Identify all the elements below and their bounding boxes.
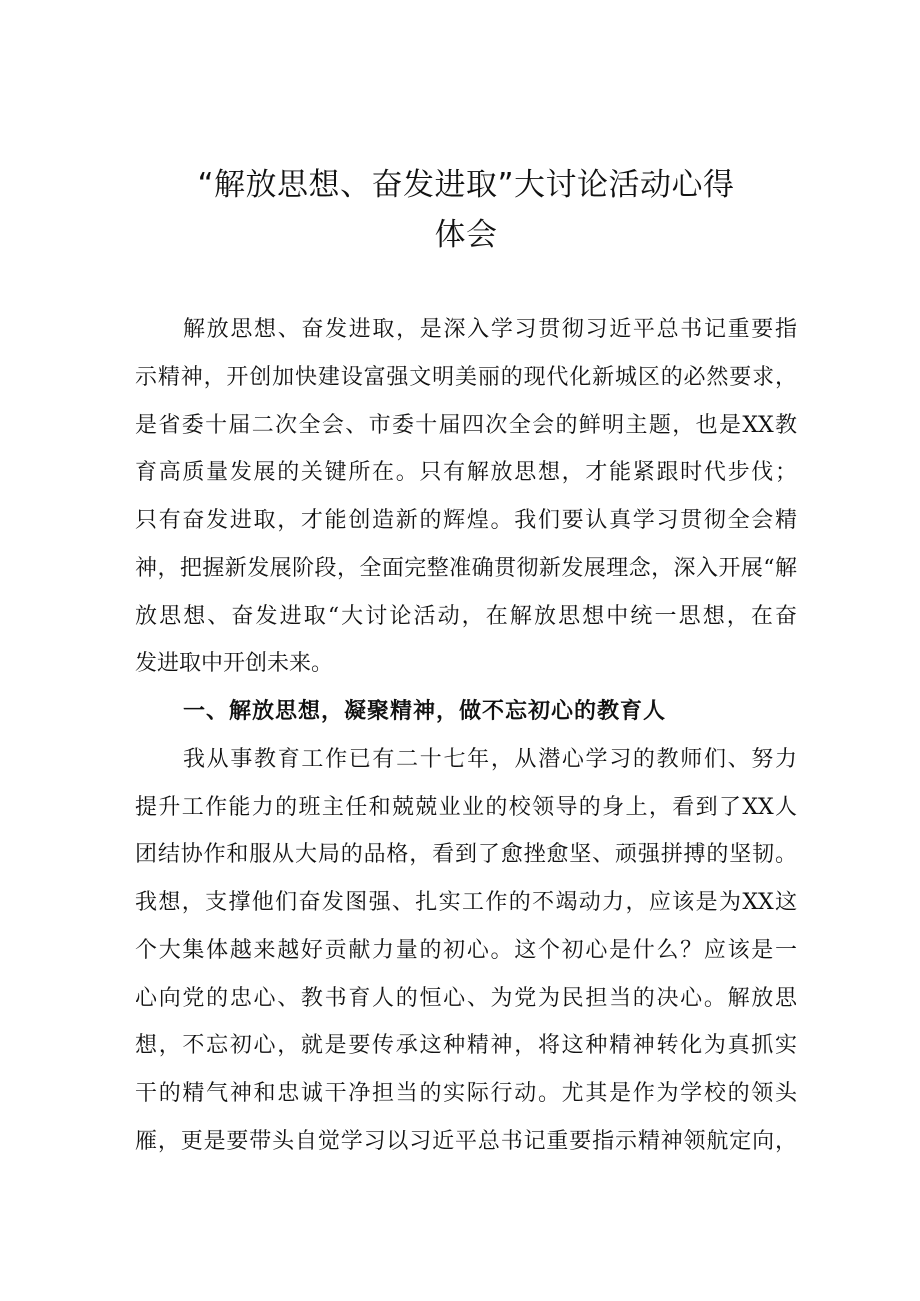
paragraph-line: 我想，支撑他们奋发图强、扎实工作的不竭动力，应该是为XX这 (135, 890, 797, 915)
section-paragraph (135, 736, 797, 1166)
paragraph-line: 放思想、奋发进取“大讨论活动，在解放思想中统一思想，在奋 (135, 603, 797, 629)
paragraph-line: 提升工作能力的班主任和兢兢业业的校领导的身上，看到了XX人 (135, 794, 797, 820)
intro-paragraph (135, 306, 797, 688)
paragraph-line: 是省委十届二次全会、市委十届四次全会的鲜明主题，也是XX教 (135, 412, 797, 438)
document-body (135, 306, 797, 1166)
section-heading: 一、解放思想，凝聚精神，做不忘初心的教育人 (183, 698, 667, 724)
paragraph-line: 示精神，开创加快建设富强文明美丽的现代化新城区的必然要求， (135, 364, 797, 390)
paragraph-line: 我从事教育工作已有二十七年，从潜心学习的教师们、努力 (183, 746, 797, 772)
paragraph-line: 雁，更是要带头自觉学习以习近平总书记重要指示精神领航定向， (135, 1128, 797, 1154)
paragraph-line: 解放思想、奋发进取，是深入学习贯彻习近平总书记重要指 (183, 317, 797, 342)
paragraph-line: 心向党的忠心、教书育人的恒心、为党为民担当的决心。解放思 (135, 985, 797, 1011)
paragraph-line: 只有奋发进取，才能创造新的辉煌。我们要认真学习贯彻全会精 (135, 508, 797, 533)
paragraph-line: 想，不忘初心，就是要传承这种精神，将这种精神转化为真抓实 (135, 1033, 797, 1059)
paragraph-line: 干的精气神和忠诚干净担当的实际行动。尤其是作为学校的领头 (135, 1081, 797, 1106)
document-title (135, 160, 797, 260)
paragraph-line: 发进取中开创未来。 (135, 651, 334, 677)
paragraph-line: 个大集体越来越好贡献力量的初心。这个初心是什么？应该是一 (135, 937, 797, 963)
paragraph-line: 神，把握新发展阶段，全面完整准确贯彻新发展理念，深入开展“解 (135, 555, 797, 581)
paragraph-line: 育高质量发展的关键所在。只有解放思想，才能紧跟时代步伐； (135, 460, 797, 486)
paragraph-line: 团结协作和服从大局的品格，看到了愈挫愈坚、顽强拼搏的坚韧。 (135, 842, 797, 868)
title-line-2: 体会 (434, 217, 498, 253)
title-line-1: “解放思想、奋发进取”大讨论活动心得 (197, 167, 735, 203)
